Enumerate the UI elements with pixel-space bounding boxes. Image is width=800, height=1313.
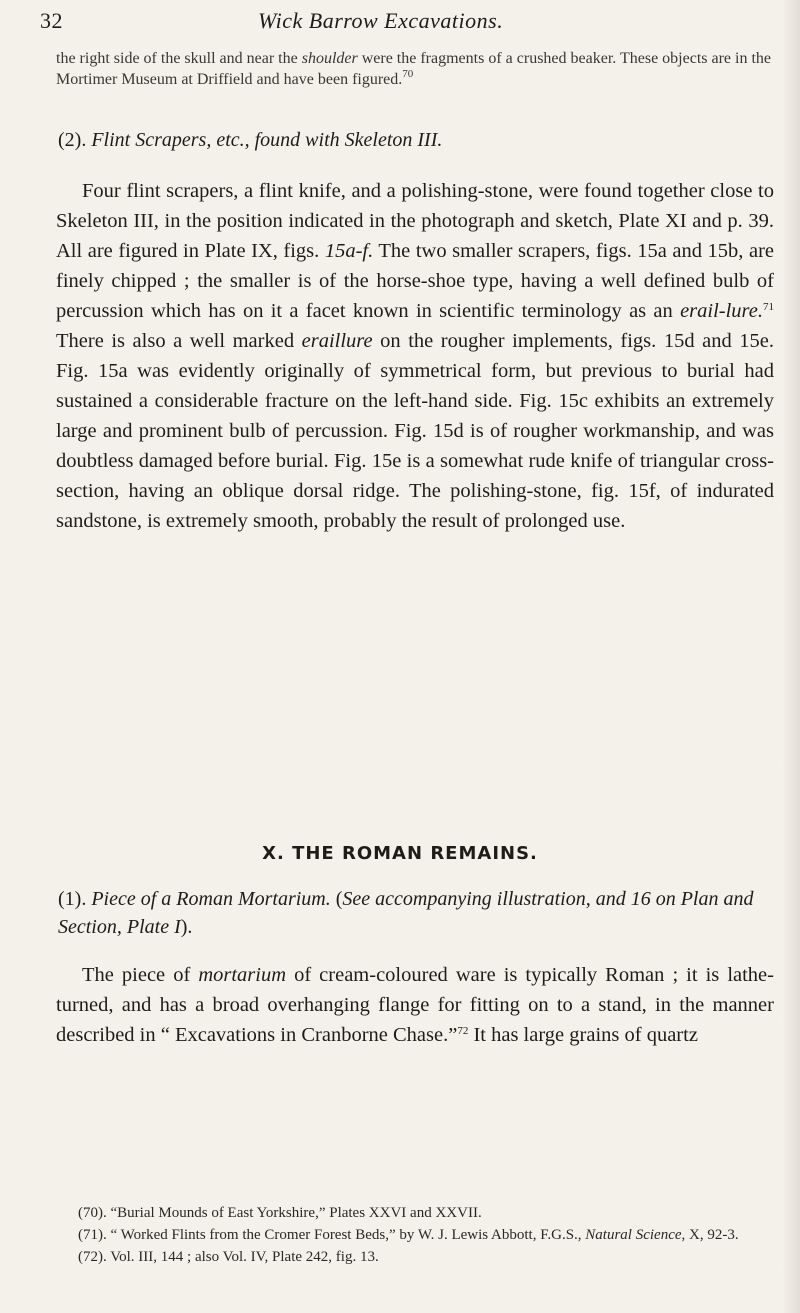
running-title: Wick Barrow Excavations. (258, 8, 504, 33)
footnotes (56, 1202, 776, 1268)
subsection-title: Piece of a Roman Mortarium. (91, 888, 331, 910)
page-edge-shadow (782, 0, 800, 1313)
subsection-note: See accompanying illustration, and 16 on Plan and Section, Plate I (58, 888, 754, 938)
page-number: 32 (40, 8, 63, 33)
subsection-number: (2). (58, 129, 87, 151)
subsection-heading-mortarium: (1). Piece of a Roman Mortarium. (See accompanying illustration, and 16 on Plan and Section, Plate I). (58, 888, 754, 938)
continuation-paragraph: the right side of the skull and near the shoulder were the fragments of a crushed beaker. These objects are in the Mortimer Museum at Driffield and have been figured.$^{70}$ (56, 50, 772, 88)
paragraph-roman-mortarium: The piece of mortarium of cream-coloured ware is typically Roman ; it is lathe-turned, and has a broad overhanging flange for fitting on to a stand, in the manner described in “ Excavations in Cranborne Chase.”$^{72}$ It has large grains of quartz (56, 964, 774, 1046)
subsection-title: Flint Scrapers, etc., found with Skeleton III. (91, 129, 443, 151)
footnote-ref-70: 70 (402, 68, 414, 80)
paragraph-flint-scrapers: Four flint scrapers, a flint knife, and a polishing-stone, were found together close to Skeleton III, in the position indicated in the photograph and sketch, Plate XI and p. 39. All are figured in Plate IX, figs. 15a-f. The two smaller scrapers, figs. 15a and 15b, are finely chipped ; the smaller is of the horse-shoe type, having a well defined bulb of percussion which has on it a facet known in scientific terminology as an erail-lure.$^{71}$ There is also a well marked eraillure on the rougher implements, figs. 15d and 15e. Fig. 15a was evidently originally of symmetrical form, but previous to burial had sustained a considerable fracture on the left-hand side. Fig. 15c exhibits an extremely large and prominent bulb of percussion. Fig. 15d is of rougher workmanship, and was doubtless damaged before burial. Fig. 15e is a somewhat rude knife of triangular cross-section, having an oblique dorsal ridge. The polishing-stone, fig. 15f, of indurated sandstone, is extremely smooth, probably the result of prolonged use. (56, 180, 775, 532)
section-title-roman-remains: X. THE ROMAN REMAINS. (262, 843, 538, 864)
subsection-number: (1). (58, 888, 87, 910)
footnote-ref-71: 71 (763, 301, 774, 313)
page-header (40, 8, 760, 38)
footnote-71: (71). “ Worked Flints from the Cromer Forest Beds,” by W. J. Lewis Abbott, F.G.S., Natural Science, X, 92-3. (78, 1227, 739, 1243)
footnote-72: (72). Vol. III, 144 ; also Vol. IV, Plate 242, fig. 13. (78, 1249, 379, 1265)
footnote-70: (70). “Burial Mounds of East Yorkshire,” Plates XXVI and XXVII. (78, 1205, 482, 1221)
subsection-heading-flint (58, 127, 768, 153)
footnote-ref-72: 72 (457, 1025, 469, 1037)
italic-shoulder: shoulder (301, 50, 358, 67)
